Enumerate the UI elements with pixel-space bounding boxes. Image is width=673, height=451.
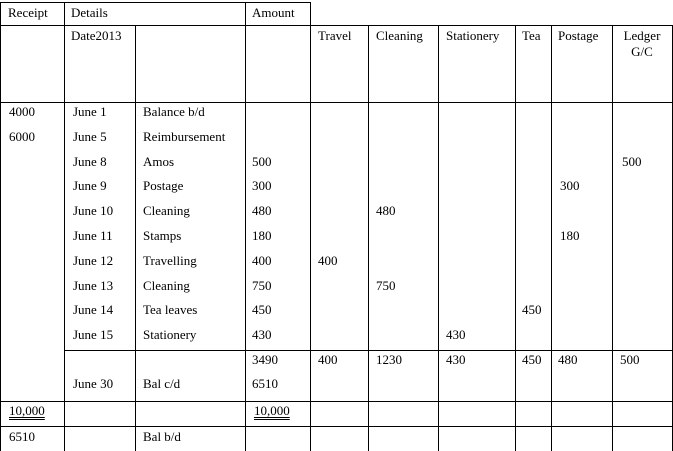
row-amount: 180 bbox=[252, 228, 272, 243]
row-particular: Amos bbox=[143, 154, 175, 169]
row-date: June 14 bbox=[73, 302, 114, 317]
row-particular: Travelling bbox=[143, 253, 197, 268]
row-particular: Stamps bbox=[143, 228, 182, 243]
row-stationery: 430 bbox=[446, 327, 466, 342]
grand-total-receipt: 10,000 bbox=[9, 403, 45, 418]
row-date: June 9 bbox=[73, 178, 107, 193]
row-tea: 450 bbox=[522, 302, 542, 317]
row-date: June 13 bbox=[73, 278, 114, 293]
header-ledger-gc: G/C bbox=[631, 44, 653, 59]
row-particular: Postage bbox=[143, 178, 184, 193]
header-details: Details bbox=[71, 5, 108, 20]
header-tea: Tea bbox=[522, 28, 541, 43]
row-date: June 5 bbox=[73, 129, 107, 144]
header-date: Date2013 bbox=[71, 28, 122, 43]
reopen-receipt: 6510 bbox=[9, 429, 35, 444]
reopen-particular: Bal b/d bbox=[143, 429, 181, 444]
header-ledger: Ledger bbox=[623, 28, 661, 43]
header-postage: Postage bbox=[558, 28, 599, 43]
grid-line bbox=[64, 2, 65, 451]
grid-line bbox=[310, 2, 311, 451]
row-postage: 180 bbox=[560, 228, 580, 243]
row-date: June 11 bbox=[73, 228, 113, 243]
grid-line bbox=[0, 102, 673, 103]
grand-total-amount: 10,000 bbox=[254, 403, 290, 418]
header-amount: Amount bbox=[252, 5, 295, 20]
row-amount: 480 bbox=[252, 203, 272, 218]
total-tea: 450 bbox=[522, 352, 542, 367]
grid-line bbox=[0, 426, 673, 427]
total-stationery: 430 bbox=[446, 352, 466, 367]
total-cleaning: 1230 bbox=[376, 352, 402, 367]
row-ledger: 500 bbox=[622, 154, 642, 169]
row-date: June 1 bbox=[73, 104, 107, 119]
row-amount: 500 bbox=[252, 154, 272, 169]
closing-amount: 6510 bbox=[252, 376, 278, 391]
grid-line bbox=[135, 25, 136, 451]
total-postage: 480 bbox=[558, 352, 578, 367]
row-receipt: 4000 bbox=[9, 104, 35, 119]
grid-line bbox=[245, 2, 246, 451]
closing-particular: Bal c/d bbox=[143, 376, 181, 391]
closing-date: June 30 bbox=[73, 376, 114, 391]
row-cleaning: 750 bbox=[376, 278, 396, 293]
row-particular: Tea leaves bbox=[143, 302, 198, 317]
total-ledger: 500 bbox=[620, 352, 640, 367]
header-stationery: Stationery bbox=[446, 28, 500, 43]
row-receipt: 6000 bbox=[9, 129, 35, 144]
row-particular: Cleaning bbox=[143, 278, 190, 293]
grid-line bbox=[551, 25, 552, 451]
total-travel: 400 bbox=[318, 352, 338, 367]
row-travel: 400 bbox=[318, 253, 338, 268]
row-amount: 400 bbox=[252, 253, 272, 268]
grid-line bbox=[438, 25, 439, 451]
grid-line bbox=[515, 25, 516, 451]
row-particular: Reimbursement bbox=[143, 129, 226, 144]
grid-line bbox=[612, 25, 613, 451]
header-cleaning: Cleaning bbox=[376, 28, 423, 43]
grid-line bbox=[0, 25, 673, 26]
grid-line bbox=[0, 2, 310, 3]
header-travel: Travel bbox=[318, 28, 352, 43]
total-amount: 3490 bbox=[252, 352, 278, 367]
row-date: June 12 bbox=[73, 253, 114, 268]
row-cleaning: 480 bbox=[376, 203, 396, 218]
row-date: June 8 bbox=[73, 154, 107, 169]
grid-line bbox=[0, 401, 673, 402]
row-date: June 15 bbox=[73, 327, 114, 342]
row-date: June 10 bbox=[73, 203, 114, 218]
row-particular: Stationery bbox=[143, 327, 197, 342]
row-postage: 300 bbox=[560, 178, 580, 193]
row-amount: 300 bbox=[252, 178, 272, 193]
row-amount: 750 bbox=[252, 278, 272, 293]
grid-line bbox=[368, 25, 369, 451]
row-particular: Balance b/d bbox=[143, 104, 205, 119]
row-amount: 430 bbox=[252, 327, 272, 342]
row-amount: 450 bbox=[252, 302, 272, 317]
grid-line bbox=[0, 2, 1, 451]
row-particular: Cleaning bbox=[143, 203, 190, 218]
header-receipt: Receipt bbox=[8, 5, 48, 20]
